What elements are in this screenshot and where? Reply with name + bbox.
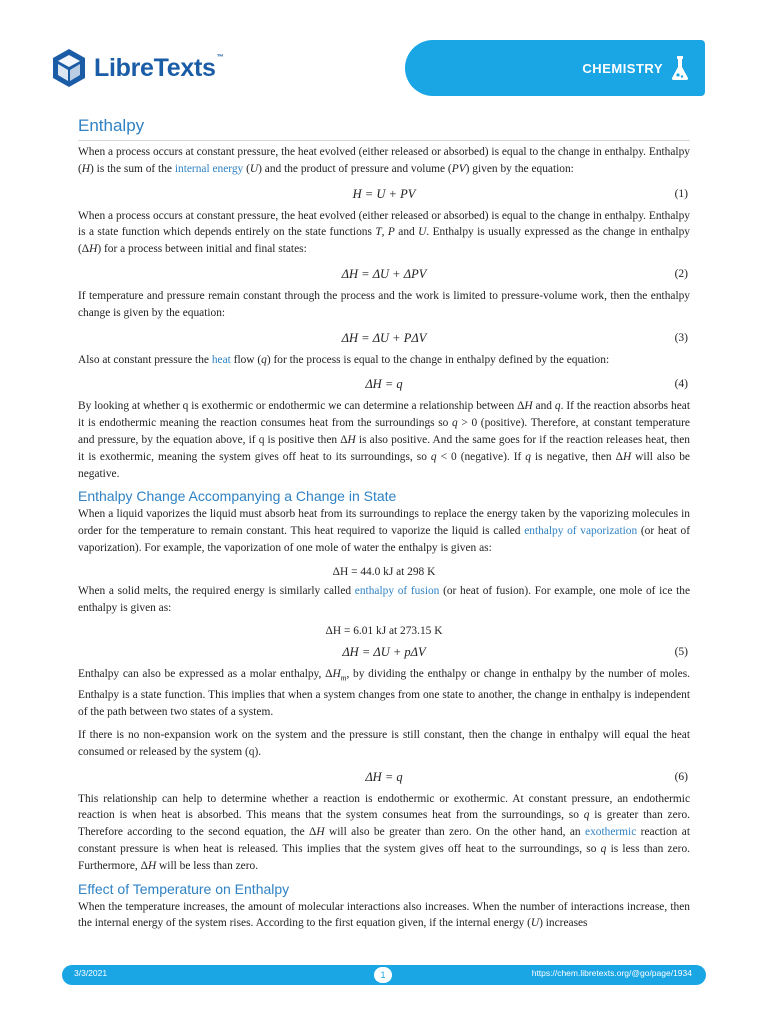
- equation-4-number: (4): [674, 378, 688, 391]
- article-content: [78, 110, 690, 938]
- equation-2: [78, 264, 690, 285]
- footer-url[interactable]: https://chem.libretexts.org/@go/page/1934: [531, 968, 692, 978]
- equation-3: [78, 328, 690, 349]
- vaporization-value: ΔH = 44.0 kJ at 298 K: [332, 565, 436, 578]
- equation-2-number: (2): [674, 267, 688, 280]
- paragraph-4: Also at constant pressure the heat flow (q) for the process is equal to the change in enthalpy defined by the equation:: [78, 353, 610, 366]
- brand-tm: ™: [216, 53, 224, 61]
- chemistry-section-tab[interactable]: [405, 40, 705, 96]
- page-footer: [62, 965, 706, 985]
- paragraph-2: When a process occurs at constant pressure, the heat evolved (either released or absorbed) is equal to the change in enthalpy. Enthalpy is a state function which depends entirely on the state functions T, P and U. Enthalpy is usually expressed as the change in enthalpy (ΔH) for a process between initial and final states:: [78, 209, 690, 256]
- libretexts-logo[interactable]: [50, 46, 223, 90]
- enthalpy-of-vaporization-link[interactable]: enthalpy of vaporization: [524, 525, 638, 538]
- paragraph-10: This relationship can help to determine whether a reaction is endothermic or exothermic. At constant pressure, an endothermic reaction is when heat is absorbed. This means that the system consumes heat from the surroundings, so q is greater than zero. Therefore according to the second equation, the ΔH will also be greater than zero. On the other hand, an exothermic reaction at constant pressure is when heat is released. This implies that the system gives off heat to the surroundings, so q is less than zero. Furthermore, ΔH will be less than zero.: [78, 792, 691, 872]
- enthalpy-of-fusion-link[interactable]: enthalpy of fusion: [354, 584, 440, 597]
- equation-6-number: (6): [674, 770, 688, 783]
- equation-6-text: ΔH = q: [365, 769, 403, 784]
- paragraph-1: When a process occurs at constant pressure, the heat evolved (either released or absorbed) is equal to the change in enthalpy. Enthalpy (H) is the sum of the internal energy (U) and the product of pressure and volume (PV) given by the equation:: [78, 146, 690, 175]
- internal-energy-link[interactable]: internal energy: [174, 162, 244, 175]
- section-heading-temperature: Effect of Temperature on Enthalpy: [78, 880, 290, 897]
- equation-3-number: (3): [674, 331, 688, 344]
- heat-link[interactable]: heat: [211, 353, 231, 366]
- equation-1-text: H = U + PV: [352, 186, 416, 201]
- equation-5-number: (5): [674, 646, 688, 659]
- equation-5-text: ΔH = ΔU + pΔV: [342, 645, 426, 660]
- equation-1: [78, 184, 690, 205]
- equation-6: [78, 767, 690, 788]
- libretexts-cube-icon: [50, 47, 88, 89]
- paragraph-9: If there is no non-expansion work on the system and the pressure is still constant, then the change in enthalpy will equal the heat consumed or released by the system (q).: [78, 729, 690, 758]
- paragraph-11: When the temperature increases, the amount of molecular interactions also increases. When the number of interactions increase, then the internal energy of the system rises. According to the first equation given, if the internal energy (U) increases: [78, 900, 690, 930]
- paragraph-7: When a solid melts, the required energy is similarly called enthalpy of fusion (or heat of fusion). For example, one mole of ice the enthalpy is given as:: [78, 584, 691, 614]
- equation-1-number: (1): [674, 187, 688, 200]
- section-heading-change-in-state: Enthalpy Change Accompanying a Change in State: [78, 488, 397, 505]
- page-header: [50, 40, 705, 96]
- equation-4: [78, 374, 690, 395]
- paragraph-8: Enthalpy can also be expressed as a molar enthalpy, $\Delta H_m$, by dividing the enthalpy or change in enthalpy by the number of moles. Enthalpy is a state function. This implies that when a system changes from one state to another, the change in enthalpy is independent of the path between two states of a system.: [78, 668, 690, 719]
- fusion-value: ΔH = 6.01 kJ at 273.15 K: [325, 625, 443, 638]
- brand-name: LibreTexts: [94, 53, 216, 82]
- footer-date: 3/3/2021: [74, 968, 108, 978]
- equation-5: [78, 642, 690, 663]
- equation-3-text: ΔH = ΔU + PΔV: [341, 330, 427, 345]
- footer-page-number: 1: [374, 967, 392, 983]
- paragraph-3: If temperature and pressure remain constant through the process and the work is limited to pressure-volume work, then the enthalpy change is given by the equation:: [78, 289, 690, 319]
- page-title: Enthalpy: [78, 116, 690, 141]
- equation-2-text: ΔH = ΔU + ΔPV: [341, 266, 427, 281]
- equation-4-text: ΔH = q: [365, 377, 403, 392]
- chemistry-label: CHEMISTRY: [582, 60, 663, 76]
- flask-icon: [671, 55, 689, 81]
- paragraph-5: By looking at whether q is exothermic or endothermic we can determine a relationship between ΔH and q. If the reaction absorbs heat it is endothermic meaning the reaction consumes heat from the surroundings so q > 0 (positive). Therefore, at constant temperature and pressure, by the equation above, if q is positive then ΔH is also positive. And the same goes for if the reaction releases heat, then it is exothermic, meaning the system gives off heat to its surroundings, so q < 0 (negative). If q is negative, then ΔH will also be negative.: [78, 400, 690, 480]
- exothermic-link[interactable]: exothermic: [585, 826, 637, 839]
- paragraph-6: When a liquid vaporizes the liquid must absorb heat from its surroundings to replace the energy taken by the vaporizing molecules in order for the temperature to remain constant. This heat required to vaporize the liquid is called enthalpy of vaporization (or heat of vaporization). For example, the vaporization of one mole of water the enthalpy is given as:: [78, 508, 690, 554]
